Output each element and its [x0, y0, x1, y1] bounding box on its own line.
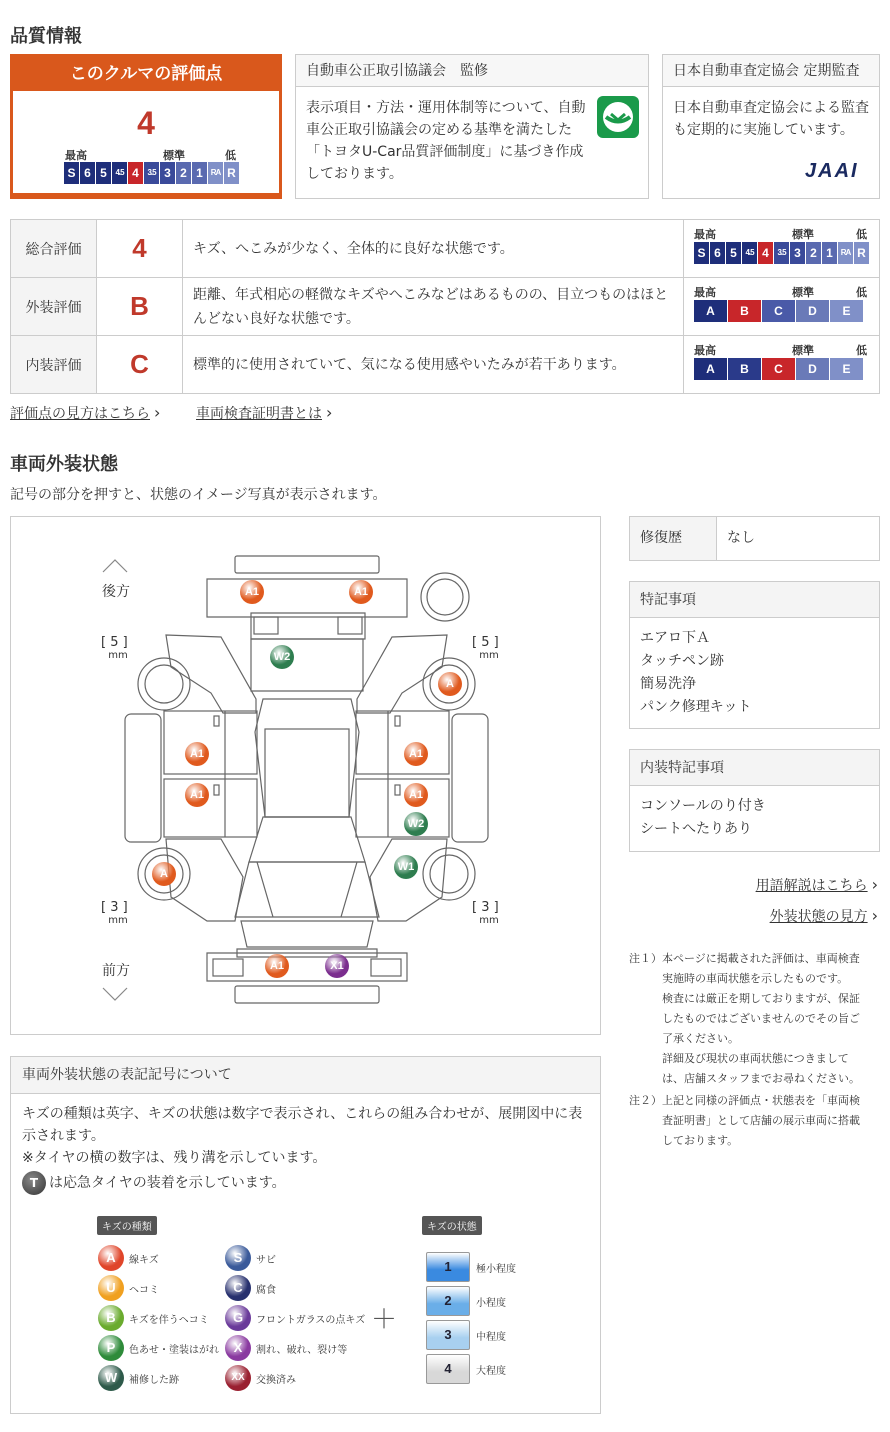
tread-front-right: [ 3 ] mm — [472, 900, 499, 926]
damage-type-badge: X — [225, 1335, 251, 1361]
repair-history — [629, 516, 880, 561]
special-notes — [629, 581, 880, 729]
score-card-header: このクルマの評価点 — [69, 64, 223, 84]
damage-type — [98, 1363, 219, 1393]
damage-type — [225, 1363, 365, 1393]
damage-state-label: 極小程度 — [476, 1263, 516, 1275]
damage-type-label: フロントガラスの点キズ — [256, 1314, 366, 1326]
score-scale-cell: 3.5 — [144, 162, 159, 184]
note — [629, 949, 880, 1089]
note-line: は、店舗スタッフまでお尋ねください。 — [662, 1072, 860, 1085]
damage-type — [225, 1273, 365, 1303]
score-scale-cell: R — [224, 162, 239, 184]
exterior-title: 車両外装状態 — [10, 454, 118, 475]
quality-title: 品質情報 — [10, 26, 82, 47]
special-item: エアロ下Ａ — [640, 630, 710, 646]
damage-type — [225, 1333, 365, 1363]
damage-mark[interactable]: A1 — [240, 580, 264, 604]
damage-mark[interactable]: A1 — [404, 783, 428, 807]
score-scale-cell: 4 — [128, 162, 143, 184]
mini-scale-cell: A — [694, 358, 727, 380]
mini-scale-cell: S — [694, 242, 709, 264]
score-scale-cell: 6 — [80, 162, 95, 184]
damage-state-badge: 1 — [426, 1252, 470, 1282]
special-item: タッチペン跡 — [640, 653, 724, 669]
note-line: 上記と同様の評価点・状態表を「車両検 — [662, 1094, 860, 1107]
car-diagram — [10, 516, 601, 1035]
damage-state-badge: 3 — [426, 1320, 470, 1350]
damage-type-badge: XX — [225, 1365, 251, 1391]
score-scale-cell: 5 — [96, 162, 111, 184]
mini-scale-cell: B — [728, 358, 761, 380]
note-label: 注１） — [629, 952, 662, 965]
rear-label: 後方 — [102, 584, 130, 600]
mini-scale-cell: B — [728, 300, 761, 322]
level-low: 低 — [225, 149, 236, 162]
rating-row — [11, 220, 880, 278]
damage-state — [426, 1284, 516, 1318]
score-scale-cell: 1 — [192, 162, 207, 184]
damage-type-label: 色あせ・塗装はがれ — [129, 1344, 219, 1356]
damage-state — [426, 1318, 516, 1352]
damage-mark[interactable]: A1 — [185, 742, 209, 766]
certificate-link[interactable]: 車両検査証明書とは › — [196, 403, 332, 423]
car-outline — [11, 517, 600, 1034]
damage-state-badge: 2 — [426, 1286, 470, 1316]
notes — [629, 949, 880, 1153]
jaai-logo: JAAI — [805, 160, 859, 182]
damage-type — [225, 1303, 365, 1333]
mini-scale-cell: D — [796, 358, 829, 380]
fair-trade-box — [295, 54, 649, 199]
score-scale-cell: RA — [208, 162, 223, 184]
fair-trade-text: 表示項目・方法・運用体制等について、自動車公正取引協議会の定める基準を満たした「トヨタU-Car品質評価制度」に基づき作成しております。 — [306, 100, 586, 182]
interior-notes — [629, 749, 880, 852]
level-high: 最高 — [65, 149, 87, 162]
special-item: 簡易洗浄 — [640, 676, 696, 692]
score-scale-cell: 3 — [160, 162, 175, 184]
spare-tire-mark: T — [22, 1171, 46, 1195]
score-guide-link[interactable]: 評価点の見方はこちら › — [10, 403, 160, 423]
mini-scale-cell: 2 — [806, 242, 821, 264]
note-line: したものではございませんのでその旨ご — [662, 1012, 860, 1025]
damage-type-label: 線キズ — [129, 1254, 159, 1266]
score-card — [10, 54, 282, 199]
mini-scale-cell: 6 — [710, 242, 725, 264]
damage-type-badge: S — [225, 1245, 251, 1271]
damage-type-label: 腐食 — [256, 1284, 276, 1296]
damage-mark[interactable]: W2 — [270, 645, 294, 669]
damage-type-label: サビ — [256, 1254, 276, 1266]
rating-desc: キズ、へこみが少なく、全体的に良好な状態です。 — [183, 220, 684, 278]
interior-item: コンソールのり付き — [640, 798, 766, 814]
damage-type-badge: B — [98, 1305, 124, 1331]
rating-value: 4 — [97, 220, 183, 278]
plus-sign: ＋ — [371, 1305, 398, 1335]
legend-text3: は応急タイヤの装着を示しています。 — [49, 1175, 286, 1191]
damage-type-label: ヘコミ — [129, 1284, 159, 1296]
mini-scale-cell: D — [796, 300, 829, 322]
damage-state-badge: 4 — [426, 1354, 470, 1384]
special-item: パンク修理キット — [640, 699, 752, 715]
mini-scale-cell: E — [830, 300, 863, 322]
legend-text1: キズの種類は英字、キズの状態は数字で表示され、これらの組み合わせが、展開図中に表示されます。 — [22, 1106, 583, 1144]
mini-scale-cell: A — [694, 300, 727, 322]
types-title: キズの種類 — [97, 1216, 157, 1235]
rating-mini-scale: 最高 標準 低 S 6 5 4.5 4 3.5 3 2 1 RA R — [684, 220, 880, 278]
damage-type-label: キズを伴うヘコミ — [129, 1314, 209, 1326]
damage-state — [426, 1352, 516, 1386]
damage-type-label: 補修した跡 — [129, 1374, 179, 1386]
state-title: キズの状態 — [422, 1216, 482, 1235]
damage-type — [98, 1273, 219, 1303]
jaai-box — [662, 54, 880, 199]
exterior-subtitle: 記号の部分を押すと、状態のイメージ写真が表示されます。 — [10, 487, 387, 503]
special-header: 特記事項 — [630, 582, 879, 618]
damage-mark[interactable]: W2 — [404, 812, 428, 836]
note-line: 実施時の車両状態を示したものです。 — [662, 972, 849, 985]
mini-scale-cell: 5 — [726, 242, 741, 264]
score-scale-cell: 2 — [176, 162, 191, 184]
interior-header: 内装特記事項 — [630, 750, 879, 786]
rating-value: B — [97, 278, 183, 336]
damage-mark[interactable]: X1 — [325, 954, 349, 978]
damage-type — [225, 1243, 365, 1273]
mini-scale-cell: C — [762, 300, 795, 322]
score-scale — [64, 162, 239, 184]
damage-type-badge: C — [225, 1275, 251, 1301]
rating-row — [11, 336, 880, 394]
damage-mark[interactable]: W1 — [394, 855, 418, 879]
damage-type — [98, 1243, 219, 1273]
damage-state — [426, 1250, 516, 1284]
mini-scale-cell: R — [854, 242, 869, 264]
note — [629, 1091, 880, 1151]
level-std: 標準 — [163, 149, 185, 162]
legend-text2: ※タイヤの横の数字は、残り溝を示しています。 — [22, 1150, 327, 1166]
damage-mark[interactable]: A1 — [185, 783, 209, 807]
damage-type-label: 割れ、破れ、裂け等 — [256, 1344, 348, 1356]
rating-label: 総合評価 — [11, 220, 97, 278]
overall-score: 4 — [137, 105, 155, 141]
rating-desc: 距離、年式相応の軽微なキズやへこみなどはあるものの、目立つものはほとんどない良好な状態です。 — [183, 278, 684, 336]
interior-item: シートへたりあり — [640, 821, 752, 837]
mini-scale-cell: 4.5 — [742, 242, 757, 264]
rating-mini-scale: 最高 標準 低 A B C D E — [684, 278, 880, 336]
legend-box — [10, 1056, 601, 1414]
note-label: 注２） — [629, 1094, 662, 1107]
rating-mini-scale: 最高 標準 低 A B C D E — [684, 336, 880, 394]
score-scale-cell: 4.5 — [112, 162, 127, 184]
glossary-link[interactable]: 用語解説はこちら › — [756, 875, 878, 895]
front-label: 前方 — [102, 963, 130, 979]
repair-value: なし — [727, 530, 755, 546]
note-line: 詳細及び現状の車両状態につきまして — [662, 1052, 849, 1065]
tread-rear-right: [ 5 ] mm — [472, 635, 499, 661]
note-line: 査証明書」として店舗の展示車両に搭載 — [662, 1114, 860, 1127]
damage-type-badge: U — [98, 1275, 124, 1301]
mini-scale-cell: 4 — [758, 242, 773, 264]
note-line: 了承ください。 — [662, 1032, 739, 1045]
mini-scale-cell: E — [830, 358, 863, 380]
note-line: しております。 — [662, 1134, 739, 1147]
rating-label: 内装評価 — [11, 336, 97, 394]
rating-label: 外装評価 — [11, 278, 97, 336]
mini-scale-cell: RA — [838, 242, 853, 264]
note-line: 本ページに掲載された評価は、車両検査 — [662, 952, 860, 965]
rating-value: C — [97, 336, 183, 394]
tread-rear-left: [ 5 ] mm — [101, 635, 128, 661]
tread-front-left: [ 3 ] mm — [101, 900, 128, 926]
mini-scale-cell: 3 — [790, 242, 805, 264]
damage-mark[interactable]: A — [438, 672, 462, 696]
damage-type — [98, 1333, 219, 1363]
rating-row — [11, 278, 880, 336]
damage-type-badge: G — [225, 1305, 251, 1331]
damage-type-label: 交換済み — [256, 1374, 296, 1386]
note-line: 検査には厳正を期しておりますが、保証 — [662, 992, 860, 1005]
mini-scale-cell: C — [762, 358, 795, 380]
jaai-text: 日本自動車査定協会による監査も定期的に実施しています。 — [673, 100, 869, 138]
mini-scale-cell: 3.5 — [774, 242, 789, 264]
damage-type-badge: P — [98, 1335, 124, 1361]
damage-state-label: 小程度 — [476, 1297, 506, 1309]
fair-trade-header: 自動車公正取引協議会 監修 — [296, 55, 648, 87]
fair-trade-mark-icon — [597, 96, 639, 138]
rating-desc: 標準的に使用されていて、気になる使用感やいたみが若干あります。 — [183, 336, 684, 394]
damage-type-badge: W — [98, 1365, 124, 1391]
damage-state-label: 中程度 — [476, 1331, 506, 1343]
repair-label: 修復歴 — [630, 517, 717, 560]
score-scale-cell: S — [64, 162, 79, 184]
damage-type — [98, 1303, 219, 1333]
ratings-table — [10, 219, 880, 394]
damage-mark[interactable]: A — [152, 862, 176, 886]
legend-header: 車両外装状態の表記記号について — [11, 1057, 600, 1094]
damage-mark[interactable]: A1 — [349, 580, 373, 604]
damage-type-badge: A — [98, 1245, 124, 1271]
mini-scale-cell: 1 — [822, 242, 837, 264]
exterior-guide-link[interactable]: 外装状態の見方 › — [770, 906, 878, 926]
damage-state-label: 大程度 — [476, 1365, 506, 1377]
jaai-header: 日本自動車査定協会 定期監査 — [663, 55, 879, 87]
damage-mark[interactable]: A1 — [265, 954, 289, 978]
damage-mark[interactable]: A1 — [404, 742, 428, 766]
